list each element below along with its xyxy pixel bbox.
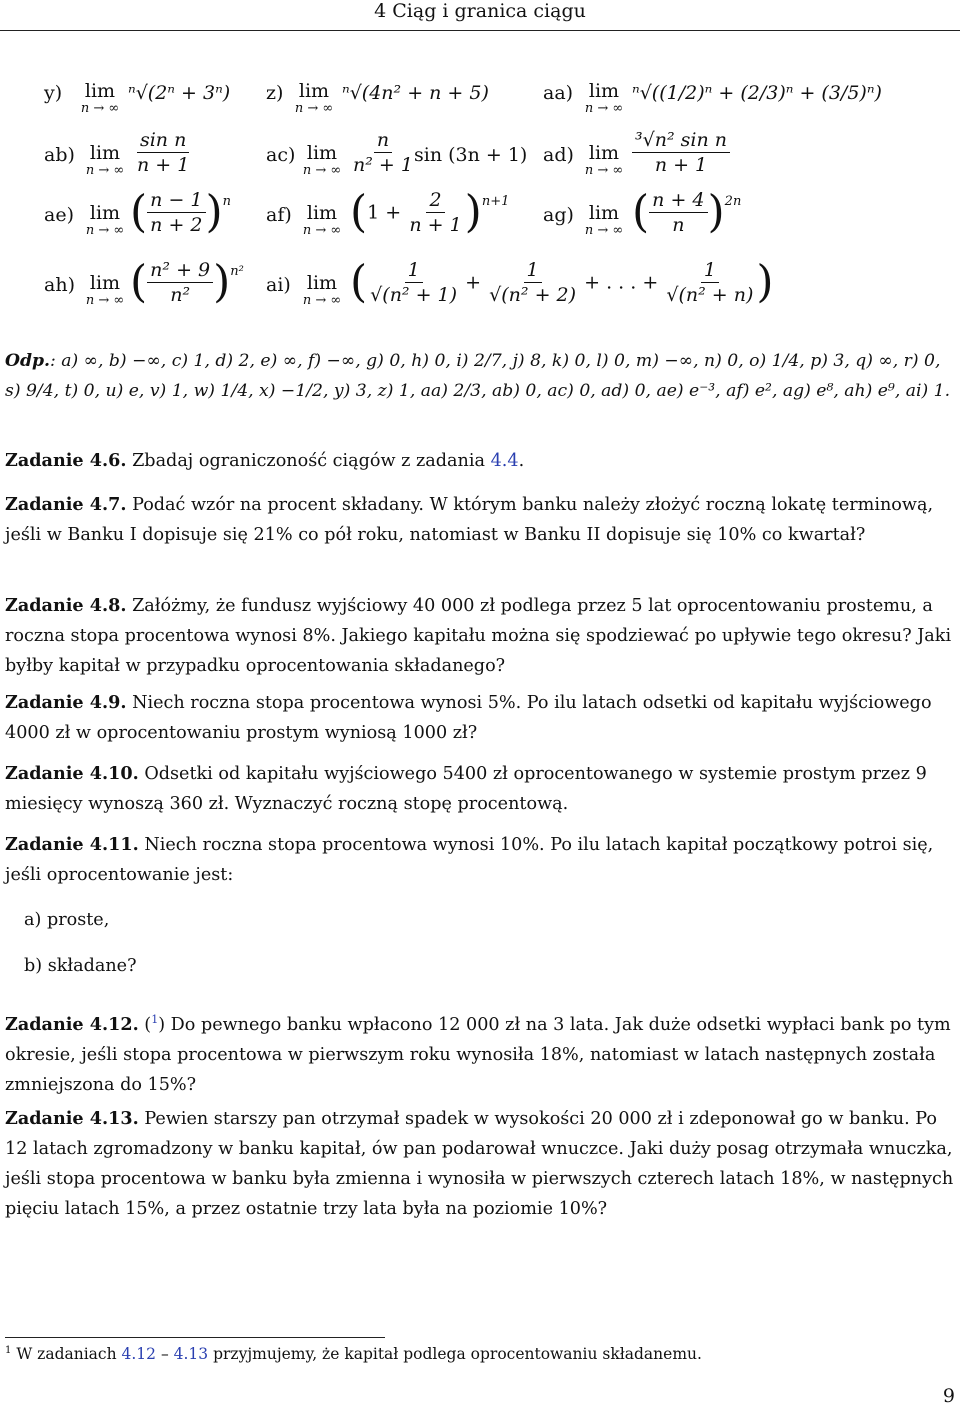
task-4-11 — [5, 830, 960, 890]
label-z: z) — [266, 82, 284, 104]
expr-aa: ⁿ√((1/2)ⁿ + (2/3)ⁿ + (3/5)ⁿ) — [632, 82, 882, 104]
expr-y: ⁿ√(2ⁿ + 3ⁿ) — [128, 82, 231, 104]
label-aa: aa) — [543, 82, 574, 104]
fraction-ab: $\frac{\text{sin n}}{n + 1}$ — [137, 129, 190, 176]
expr-ai: ( $\frac{1}{\text{√(n² + 1)}}$ + $\frac{1}{\text{√(n² + 2)}}$ + . . . + $\frac{1}{\text{√(n² + n)}}$ ) — [350, 256, 774, 308]
expr-z: ⁿ√(4n² + n + 5) — [342, 82, 489, 104]
task-4-8 — [5, 591, 960, 681]
task-heading: Zadanie 4.12. — [5, 1013, 139, 1035]
task-text: Niech roczna stopa procentowa wynosi 10%. Po ilu latach kapitał początkowy potroi się, jeśli oprocentowanie jest: — [5, 835, 934, 885]
label-af: af) — [266, 204, 292, 226]
task-4-7 — [5, 490, 960, 550]
label-ad: ad) — [543, 144, 574, 166]
lim-z: lim n → ∞ — [294, 80, 334, 116]
lim-ab: lim n → ∞ — [85, 142, 125, 178]
page-number: 9 — [942, 1385, 955, 1407]
answers-text: : a) ∞, b) −∞, c) 1, d) 2, e) ∞, f) −∞, g) 0, h) 0, i) 2/7, j) 8, k) 0, l) 0, m) −∞, n) 0, o) 1/4, p) 3, q) ∞, r) 0, s) 9/4, t) 0, u) e, v) 1, w) 1/4, x) −1/2, y) 3, z) 1, aa) 2/3, ab) 0, ac) 0, ad) 0, ae) e⁻³, af) e², ag) e⁸, ah) e⁹, ai) 1. — [5, 351, 951, 401]
task-heading: Zadanie 4.13. — [5, 1108, 139, 1129]
footnote-ref[interactable]: 1 — [151, 1013, 159, 1026]
footnote-ref-2[interactable]: 4.13 — [173, 1345, 209, 1364]
running-header — [0, 0, 960, 31]
expr-ah: ( $\frac{\text{n² + 9}}{\text{n²}}$ )$^{n^2}$ — [130, 256, 244, 308]
lim-y: lim n → ∞ — [80, 80, 120, 116]
expr-af: (1 + $\frac{2}{n + 1}$ )$^{n+1}$ — [350, 186, 510, 238]
task-text: Zbadaj ograniczoność ciągów z zadania — [132, 451, 491, 471]
tail-ac: sin (3n + 1) — [414, 144, 528, 166]
task-4-11-option-b: b) składane? — [24, 956, 137, 976]
task-text: Pewien starszy pan otrzymał spadek w wysokości 20 000 zł i zdeponował go w banku. Po 12 latach zgromadzony w banku kapitał, ów pan podarował wnuczce. Jaki duży posag otrzymała wnuczka, jeśli stopa procentowa w banku była zmienna i wynosiła w pierwszych czterech latach 18%, w następnych pięciu latach 15%, a przez ostatnie trzy lata była na poziomie 10%? — [5, 1109, 954, 1219]
task-text: Odsetki od kapitału wyjściowego 5400 zł oprocentowanego w systemie prostym przez 9 miesięcy wynoszą 360 zł. Wyznaczyć roczną stopę procentową. — [5, 764, 927, 814]
label-ae: ae) — [44, 204, 74, 226]
task-ref-link[interactable]: 4.4 — [490, 451, 519, 471]
header-title: 4 Ciąg i granica ciągu — [374, 0, 586, 22]
expr-ag: ( $\frac{n + 4}{n}$ )$^{2n}$ — [632, 186, 742, 238]
lim-ah: lim n → ∞ — [85, 272, 125, 308]
task-text: Podać wzór na procent składany. W którym banku należy złożyć roczną lokatę terminową, jeśli w Banku I dopisuje się 21% co pół roku, natomiast w Banku II dopisuje się 10% co kwartał? — [5, 495, 934, 545]
expr-ae: ( $\frac{n - 1}{n + 2}$ )$^n$ — [130, 186, 232, 238]
label-ai: ai) — [266, 274, 291, 296]
task-4-12: Zadanie 4.12. ($^1$) Do pewnego banku wpłacono 12 000 zł na 3 lata. Jak duże odsetki wypłaci bank po tym okresie, jeśli stopa procentowa w pierwszym roku wynosiła 18%, natomiast w latach następnych została zmniejszona do 15%? — [5, 1013, 951, 1095]
task-text: Niech roczna stopa procentowa wynosi 5%. Po ilu latach odsetki od kapitału wyjściowego 4000 zł w oprocentowaniu prostym wyniosą 1000 zł? — [5, 693, 932, 743]
lim-ac: lim n → ∞ — [302, 142, 342, 178]
task-4-13 — [5, 1104, 960, 1224]
task-4-11-option-a: a) proste, — [24, 910, 110, 930]
label-ag: ag) — [543, 204, 574, 226]
label-ab: ab) — [44, 144, 75, 166]
task-text: Do pewnego banku wpłacono 12 000 zł na 3 lata. Jak duże odsetki wypłaci bank po tym okresie, jeśli stopa procentowa w pierwszym roku wynosiła 18%, natomiast w latach następnych została zmniejszona do 15%? — [5, 1014, 951, 1095]
footnote-rule — [5, 1337, 385, 1338]
task-heading: Zadanie 4.8. — [5, 595, 127, 616]
label-y: y) — [44, 82, 63, 104]
task-text: Załóżmy, że fundusz wyjściowy 40 000 zł podlega przez 5 lat oprocentowaniu prostemu, a roczna stopa procentowa wynosi 8%. Jakiego kapitału można się spodziewać po upływie tego okresu? Jaki byłby kapitał w przypadku oprocentowania składanego? — [5, 596, 952, 676]
task-heading: Zadanie 4.11. — [5, 834, 139, 855]
label-ac: ac) — [266, 144, 296, 166]
task-4-6: Zadanie 4.6. Zbadaj ograniczoność ciągów z zadania 4.4. — [5, 450, 525, 471]
task-heading: Zadanie 4.10. — [5, 763, 139, 784]
task-heading: Zadanie 4.6. — [5, 450, 127, 471]
answers-prefix: Odp. — [5, 351, 50, 371]
fraction-ad: $\frac{\text{³√n² sin n}}{n + 1}$ — [632, 130, 730, 175]
fraction-ac: $\frac{n}{\text{n² + 1}}$ — [353, 129, 413, 176]
lim-ag: lim n → ∞ — [584, 202, 624, 238]
task-heading: Zadanie 4.7. — [5, 494, 127, 515]
lim-ai: lim n → ∞ — [302, 272, 342, 308]
footnote-mark: 1 — [5, 1345, 12, 1356]
lim-ae: lim n → ∞ — [85, 202, 125, 238]
task-4-9 — [5, 688, 960, 748]
task-4-10 — [5, 759, 960, 819]
footnote: $^1$ W zadaniach 4.12 – 4.13 przyjmujemy, że kapitał podlega oprocentowaniu składanemu. — [5, 1345, 702, 1364]
lim-af: lim n → ∞ — [302, 202, 342, 238]
task-heading: Zadanie 4.9. — [5, 692, 127, 713]
lim-ad: lim n → ∞ — [584, 142, 624, 178]
answers — [5, 346, 957, 406]
footnote-ref-1[interactable]: 4.12 — [121, 1345, 157, 1364]
label-ah: ah) — [44, 274, 75, 296]
lim-aa: lim n → ∞ — [584, 80, 624, 116]
